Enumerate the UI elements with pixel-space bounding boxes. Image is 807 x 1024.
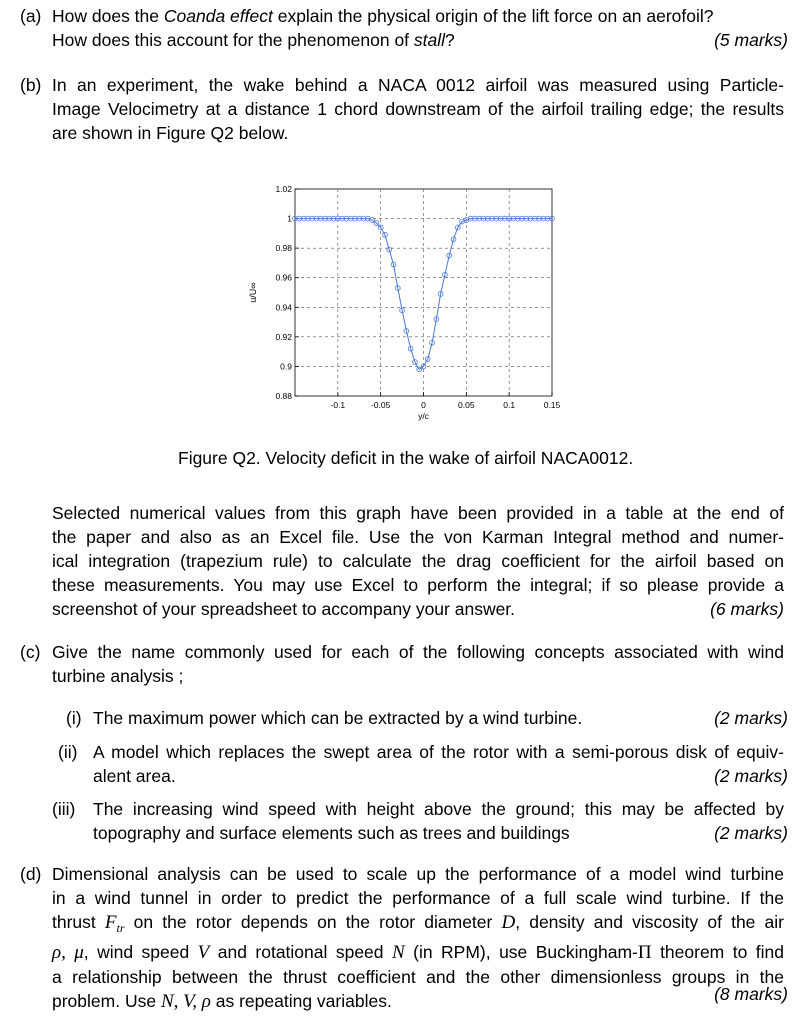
y-tick-label: 1.02 — [275, 184, 292, 194]
figure-caption: Figure Q2. Velocity deficit in the wake of airfoil NACA0012. — [178, 448, 634, 468]
repeating-variables: N, V, ρ — [160, 991, 211, 1012]
y-tick-label: 0.96 — [275, 272, 292, 283]
thrust-symbol: $F_{tr}$ — [104, 912, 125, 935]
item-ii-text: alent area. — [93, 766, 176, 786]
part-d-line: ρ, μ, wind speed V and rotational speed N (in RPM), use Buckingham-Π theorem to find — [52, 942, 784, 963]
part-d-line: a relationship between the thrust coefficient and the other dimensionless groups in the — [52, 967, 784, 987]
y-tick-label: 0.94 — [275, 302, 292, 313]
item-i-text: The maximum power which can be extracted by a wind turbine. — [93, 708, 583, 728]
stall-term: stall — [413, 30, 446, 50]
item-ii-marks: (2 marks) — [714, 766, 788, 786]
item-iii-text: topography and surface elements such as trees and buildings — [93, 823, 570, 843]
item-ii-text: A model which replaces the swept area of the rotor with a semi-porous disk of equiv- — [93, 742, 784, 762]
part-a-label: (a) — [20, 6, 42, 26]
item-iii-marks: (2 marks) — [714, 823, 788, 843]
part-b-para-line: the paper and also as an Excel file. Use the von Karman Integral method and numer- — [52, 527, 784, 547]
part-b-para-line: these measurements. You may use Excel to perform the integral; if so please provide a — [52, 575, 784, 595]
x-tick-label: 0 — [421, 400, 426, 410]
part-b-instructions — [52, 501, 784, 621]
part-d-line: in a wind tunnel in order to predict the performance of a full scale wind turbine. If the — [52, 888, 784, 908]
part-a-line-1: How does the Coanda effect explain the physical origin of the lift force on an aerofoil? — [52, 6, 714, 26]
x-tick-label: 0.05 — [458, 400, 475, 410]
diameter-symbol: D — [501, 912, 516, 933]
item-i-label: (i) — [66, 708, 82, 728]
part-d-line: Dimensional analysis can be used to scale up the performance of a model wind turbine — [52, 864, 784, 884]
y-tick-label: 1 — [287, 213, 292, 224]
coanda-term: Coanda effect — [163, 6, 273, 26]
part-b-line: Image Velocimetry at a distance 1 chord downstream of the airfoil trailing edge; the results — [52, 99, 784, 119]
part-a-line-2: How does this account for the phenomenon of stall? — [52, 30, 455, 50]
part-b-line: are shown in Figure Q2 below. — [52, 123, 289, 143]
part-d-line: problem. Use N, V, ρ as repeating variables. — [52, 991, 392, 1012]
part-b-line: In an experiment, the wake behind a NACA 0012 airfoil was measured using Particle- — [52, 75, 784, 95]
item-iii-label: (iii) — [52, 799, 76, 819]
part-b-para-line: Selected numerical values from this graph have been provided in a table at the end of — [52, 503, 784, 523]
part-d-marks: (8 marks) — [714, 984, 788, 1004]
part-c-label: (c) — [20, 642, 41, 662]
part-b-para-line: ical integration (trapezium rule) to calculate the drag coefficient for the airfoil based on — [52, 551, 784, 571]
wind-speed-symbol: V — [197, 942, 210, 963]
part-c-line: turbine analysis ; — [52, 666, 184, 686]
part-d-label: (d) — [20, 864, 42, 884]
y-tick-label: 0.98 — [275, 243, 292, 254]
part-b-marks: (6 marks) — [710, 599, 784, 619]
x-tick-label: 0.15 — [543, 400, 561, 410]
x-axis-label: y/c — [418, 411, 429, 421]
y-tick-label: 0.92 — [275, 331, 292, 342]
part-a-marks: (5 marks) — [714, 30, 788, 50]
part-d-line: thrust $F_{tr}$ on the rotor depends on the rotor diameter D, density and viscosity of the air — [52, 912, 784, 935]
y-axis-label: u/U∞ — [248, 282, 258, 303]
rho-mu-symbols: ρ, μ — [52, 942, 84, 963]
item-ii-label: (ii) — [58, 742, 78, 762]
x-tick-label: -0.1 — [330, 400, 346, 410]
part-b-label: (b) — [20, 75, 42, 95]
pi-symbol: Π — [637, 942, 652, 963]
x-tick-label: -0.05 — [370, 400, 391, 410]
item-iii-text: The increasing wind speed with height above the ground; this may be affected by — [93, 799, 784, 819]
y-tick-label: 0.88 — [275, 391, 292, 401]
y-tick-label: 0.9 — [280, 361, 292, 372]
item-i-marks: (2 marks) — [714, 708, 788, 728]
part-b-para-line: screenshot of your spreadsheet to accompany your answer. — [52, 599, 516, 619]
x-tick-label: 0.1 — [503, 400, 516, 410]
part-c-line: Give the name commonly used for each of the following concepts associated with wind — [52, 642, 784, 662]
rotational-speed-symbol: N — [391, 942, 405, 963]
